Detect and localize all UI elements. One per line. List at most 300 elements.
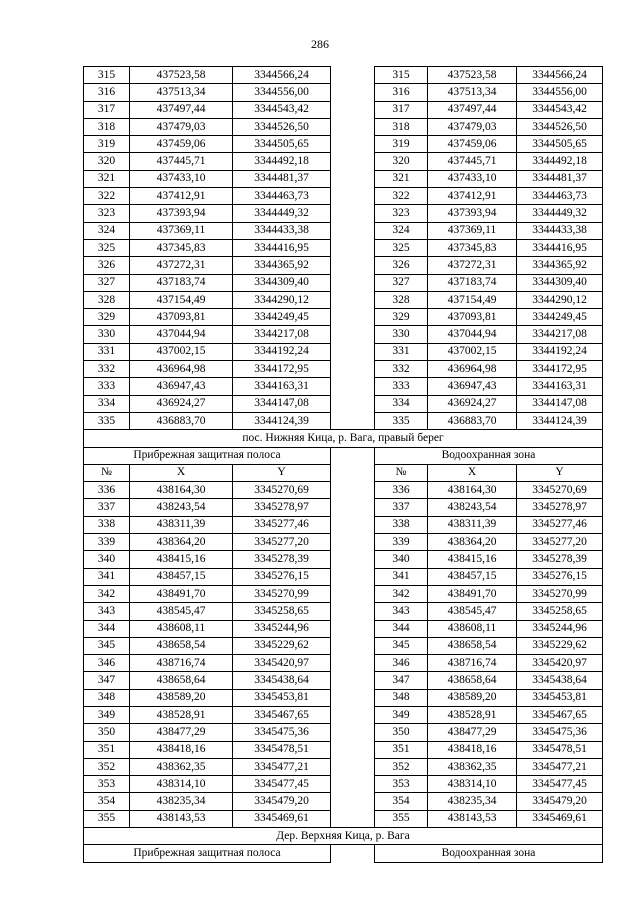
table-gap (331, 412, 375, 429)
x-coordinate-cell: 437093,81 (428, 309, 517, 326)
point-number-cell: 338 (84, 516, 130, 533)
point-number-cell: 315 (375, 67, 428, 84)
table-row (84, 689, 603, 706)
y-coordinate-cell: 3344556,00 (517, 84, 603, 101)
y-coordinate-cell: 3344124,39 (517, 412, 603, 429)
x-coordinate-cell: 437433,10 (130, 170, 233, 187)
x-coordinate-cell: 438589,20 (130, 689, 233, 706)
y-coordinate-cell: 3344192,24 (517, 343, 603, 360)
x-coordinate-cell: 437433,10 (428, 170, 517, 187)
y-coordinate-cell: 3344163,31 (233, 378, 331, 395)
table-row (84, 118, 603, 135)
table-row (84, 672, 603, 689)
table-row (84, 741, 603, 758)
table-row (84, 793, 603, 810)
point-number-cell: 350 (84, 724, 130, 741)
table-row (84, 222, 603, 239)
y-coordinate-cell: 3345438,64 (517, 672, 603, 689)
x-coordinate-cell: 438418,16 (130, 741, 233, 758)
x-coordinate-cell: 438658,64 (428, 672, 517, 689)
y-coordinate-cell: 3345478,51 (517, 741, 603, 758)
x-coordinate-cell: 436947,43 (428, 378, 517, 395)
point-number-cell: 351 (84, 741, 130, 758)
x-coordinate-cell: 438235,34 (428, 793, 517, 810)
table-gap (331, 257, 375, 274)
table-row (84, 620, 603, 637)
settlement-row (84, 430, 603, 447)
y-coordinate-cell: 3345467,65 (517, 706, 603, 723)
x-coordinate-cell: 438589,20 (428, 689, 517, 706)
table-gap (331, 118, 375, 135)
point-number-cell: 355 (84, 810, 130, 827)
table-row (84, 516, 603, 533)
y-coordinate-cell: 3344290,12 (233, 291, 331, 308)
point-number-cell: 328 (375, 291, 428, 308)
table-gap (331, 672, 375, 689)
y-coordinate-cell: 3345469,61 (517, 810, 603, 827)
table-row (84, 153, 603, 170)
point-number-cell: 348 (375, 689, 428, 706)
y-coordinate-cell: 3344416,95 (233, 239, 331, 256)
point-number-cell: 322 (84, 188, 130, 205)
table-gap (331, 706, 375, 723)
table-gap (331, 776, 375, 793)
y-coordinate-cell: 3344172,95 (517, 361, 603, 378)
x-coordinate-cell: 437369,11 (428, 222, 517, 239)
column-header-y: Y (233, 464, 331, 481)
table-gap (331, 568, 375, 585)
x-coordinate-cell: 437002,15 (130, 343, 233, 360)
y-coordinate-cell: 3344543,42 (517, 101, 603, 118)
table-gap (331, 585, 375, 602)
x-coordinate-cell: 437154,49 (428, 291, 517, 308)
table-gap (331, 153, 375, 170)
x-coordinate-cell: 437183,74 (428, 274, 517, 291)
point-number-cell: 326 (84, 257, 130, 274)
table-row (84, 291, 603, 308)
table-gap (331, 343, 375, 360)
point-number-cell: 352 (375, 758, 428, 775)
settlement-title: пос. Нижняя Кица, р. Вага, правый берег (84, 430, 603, 447)
point-number-cell: 332 (375, 361, 428, 378)
point-number-cell: 355 (375, 810, 428, 827)
y-coordinate-cell: 3345479,20 (233, 793, 331, 810)
y-coordinate-cell: 3345477,45 (233, 776, 331, 793)
point-number-cell: 333 (84, 378, 130, 395)
y-coordinate-cell: 3345277,20 (517, 534, 603, 551)
coordinates-table (83, 66, 603, 863)
x-coordinate-cell: 437412,91 (428, 188, 517, 205)
point-number-cell: 330 (84, 326, 130, 343)
x-coordinate-cell: 438243,54 (428, 499, 517, 516)
point-number-cell: 337 (375, 499, 428, 516)
x-coordinate-cell: 437393,94 (130, 205, 233, 222)
x-coordinate-cell: 438243,54 (130, 499, 233, 516)
table-gap (331, 758, 375, 775)
coastal-strip-title: Прибрежная защитная полоса (84, 845, 331, 862)
point-number-cell: 319 (84, 136, 130, 153)
x-coordinate-cell: 437345,83 (428, 239, 517, 256)
x-coordinate-cell: 438364,20 (428, 534, 517, 551)
x-coordinate-cell: 436964,98 (428, 361, 517, 378)
point-number-cell: 318 (84, 118, 130, 135)
y-coordinate-cell: 3345276,15 (233, 568, 331, 585)
y-coordinate-cell: 3345258,65 (233, 603, 331, 620)
y-coordinate-cell: 3344433,38 (517, 222, 603, 239)
x-coordinate-cell: 436883,70 (130, 412, 233, 429)
settlement-row (84, 828, 603, 845)
table-row (84, 378, 603, 395)
table-gap (331, 447, 375, 464)
table-gap (331, 516, 375, 533)
point-number-cell: 320 (375, 153, 428, 170)
y-coordinate-cell: 3345479,20 (517, 793, 603, 810)
y-coordinate-cell: 3344481,37 (233, 170, 331, 187)
y-coordinate-cell: 3345278,39 (233, 551, 331, 568)
y-coordinate-cell: 3345278,39 (517, 551, 603, 568)
x-coordinate-cell: 437154,49 (130, 291, 233, 308)
point-number-cell: 332 (84, 361, 130, 378)
table-gap (331, 655, 375, 672)
table-gap (331, 309, 375, 326)
table-row (84, 309, 603, 326)
table-row (84, 499, 603, 516)
x-coordinate-cell: 438457,15 (130, 568, 233, 585)
y-coordinate-cell: 3344365,92 (233, 257, 331, 274)
table-gap (331, 170, 375, 187)
y-coordinate-cell: 3345277,46 (233, 516, 331, 533)
point-number-cell: 331 (84, 343, 130, 360)
y-coordinate-cell: 3344556,00 (233, 84, 331, 101)
y-coordinate-cell: 3345276,15 (517, 568, 603, 585)
y-coordinate-cell: 3344309,40 (517, 274, 603, 291)
point-number-cell: 349 (375, 706, 428, 723)
y-coordinate-cell: 3344124,39 (233, 412, 331, 429)
x-coordinate-cell: 438477,29 (130, 724, 233, 741)
x-coordinate-cell: 438164,30 (130, 482, 233, 499)
point-number-cell: 339 (84, 534, 130, 551)
column-header-number: № (84, 464, 130, 481)
y-coordinate-cell: 3345420,97 (517, 655, 603, 672)
table-gap (331, 239, 375, 256)
point-number-cell: 353 (84, 776, 130, 793)
table-row (84, 724, 603, 741)
point-number-cell: 349 (84, 706, 130, 723)
y-coordinate-cell: 3344163,31 (517, 378, 603, 395)
table-row (84, 205, 603, 222)
zone-title-row (84, 447, 603, 464)
table-row (84, 776, 603, 793)
x-coordinate-cell: 437497,44 (130, 101, 233, 118)
table-row (84, 326, 603, 343)
x-coordinate-cell: 436964,98 (130, 361, 233, 378)
x-coordinate-cell: 438314,10 (428, 776, 517, 793)
y-coordinate-cell: 3344481,37 (517, 170, 603, 187)
table-row (84, 706, 603, 723)
table-gap (331, 845, 375, 862)
table-gap (331, 222, 375, 239)
column-header-row (84, 464, 603, 481)
point-number-cell: 353 (375, 776, 428, 793)
table-row (84, 274, 603, 291)
point-number-cell: 342 (84, 585, 130, 602)
table-gap (331, 378, 375, 395)
point-number-cell: 336 (375, 482, 428, 499)
point-number-cell: 318 (375, 118, 428, 135)
y-coordinate-cell: 3345270,99 (517, 585, 603, 602)
x-coordinate-cell: 437393,94 (428, 205, 517, 222)
settlement-title: Дер. Верхняя Кица, р. Вага (84, 828, 603, 845)
table-row (84, 568, 603, 585)
table-gap (331, 810, 375, 827)
x-coordinate-cell: 438362,35 (428, 758, 517, 775)
point-number-cell: 335 (84, 412, 130, 429)
point-number-cell: 347 (84, 672, 130, 689)
point-number-cell: 350 (375, 724, 428, 741)
point-number-cell: 346 (84, 655, 130, 672)
table-row (84, 395, 603, 412)
y-coordinate-cell: 3345278,97 (517, 499, 603, 516)
point-number-cell: 334 (84, 395, 130, 412)
y-coordinate-cell: 3344365,92 (517, 257, 603, 274)
x-coordinate-cell: 438143,53 (130, 810, 233, 827)
x-coordinate-cell: 437044,94 (428, 326, 517, 343)
y-coordinate-cell: 3344505,65 (233, 136, 331, 153)
table-row (84, 343, 603, 360)
x-coordinate-cell: 438658,64 (130, 672, 233, 689)
table-row (84, 188, 603, 205)
x-coordinate-cell: 437183,74 (130, 274, 233, 291)
y-coordinate-cell: 3345244,96 (517, 620, 603, 637)
table-gap (331, 84, 375, 101)
point-number-cell: 344 (375, 620, 428, 637)
table-gap (331, 741, 375, 758)
table-row (84, 136, 603, 153)
y-coordinate-cell: 3344147,08 (517, 395, 603, 412)
point-number-cell: 322 (375, 188, 428, 205)
point-number-cell: 340 (84, 551, 130, 568)
point-number-cell: 340 (375, 551, 428, 568)
table-row (84, 361, 603, 378)
column-header-x: X (130, 464, 233, 481)
y-coordinate-cell: 3345270,69 (517, 482, 603, 499)
x-coordinate-cell: 437369,11 (130, 222, 233, 239)
point-number-cell: 321 (375, 170, 428, 187)
x-coordinate-cell: 438415,16 (130, 551, 233, 568)
point-number-cell: 341 (375, 568, 428, 585)
table-gap (331, 361, 375, 378)
point-number-cell: 354 (84, 793, 130, 810)
x-coordinate-cell: 438716,74 (130, 655, 233, 672)
x-coordinate-cell: 438491,70 (428, 585, 517, 602)
page-number: 286 (311, 37, 329, 51)
table-gap (331, 603, 375, 620)
point-number-cell: 324 (84, 222, 130, 239)
y-coordinate-cell: 3345270,99 (233, 585, 331, 602)
y-coordinate-cell: 3344249,45 (517, 309, 603, 326)
point-number-cell: 334 (375, 395, 428, 412)
y-coordinate-cell: 3344463,73 (233, 188, 331, 205)
point-number-cell: 336 (84, 482, 130, 499)
table-gap (331, 205, 375, 222)
x-coordinate-cell: 438235,34 (130, 793, 233, 810)
y-coordinate-cell: 3344147,08 (233, 395, 331, 412)
y-coordinate-cell: 3345258,65 (517, 603, 603, 620)
table-row (84, 637, 603, 654)
point-number-cell: 317 (84, 101, 130, 118)
x-coordinate-cell: 438415,16 (428, 551, 517, 568)
y-coordinate-cell: 3345477,45 (517, 776, 603, 793)
y-coordinate-cell: 3345229,62 (233, 637, 331, 654)
point-number-cell: 329 (84, 309, 130, 326)
y-coordinate-cell: 3344416,95 (517, 239, 603, 256)
x-coordinate-cell: 438658,54 (428, 637, 517, 654)
y-coordinate-cell: 3345229,62 (517, 637, 603, 654)
table-gap (331, 395, 375, 412)
point-number-cell: 339 (375, 534, 428, 551)
x-coordinate-cell: 438457,15 (428, 568, 517, 585)
point-number-cell: 345 (375, 637, 428, 654)
x-coordinate-cell: 438164,30 (428, 482, 517, 499)
y-coordinate-cell: 3345453,81 (517, 689, 603, 706)
point-number-cell: 325 (375, 239, 428, 256)
point-number-cell: 343 (375, 603, 428, 620)
table-gap (331, 136, 375, 153)
x-coordinate-cell: 437523,58 (428, 67, 517, 84)
table-row (84, 758, 603, 775)
point-number-cell: 328 (84, 291, 130, 308)
table-row (84, 101, 603, 118)
y-coordinate-cell: 3345278,97 (233, 499, 331, 516)
x-coordinate-cell: 437523,58 (130, 67, 233, 84)
y-coordinate-cell: 3344566,24 (517, 67, 603, 84)
y-coordinate-cell: 3345438,64 (233, 672, 331, 689)
point-number-cell: 326 (375, 257, 428, 274)
table-row (84, 551, 603, 568)
zone-title-row (84, 845, 603, 862)
x-coordinate-cell: 437445,71 (130, 153, 233, 170)
point-number-cell: 341 (84, 568, 130, 585)
point-number-cell: 315 (84, 67, 130, 84)
point-number-cell: 351 (375, 741, 428, 758)
x-coordinate-cell: 437445,71 (428, 153, 517, 170)
x-coordinate-cell: 437513,34 (428, 84, 517, 101)
point-number-cell: 347 (375, 672, 428, 689)
x-coordinate-cell: 437272,31 (130, 257, 233, 274)
point-number-cell: 354 (375, 793, 428, 810)
table-row (84, 482, 603, 499)
x-coordinate-cell: 438143,53 (428, 810, 517, 827)
point-number-cell: 320 (84, 153, 130, 170)
y-coordinate-cell: 3344492,18 (233, 153, 331, 170)
x-coordinate-cell: 437459,06 (130, 136, 233, 153)
x-coordinate-cell: 437513,34 (130, 84, 233, 101)
table-gap (331, 689, 375, 706)
x-coordinate-cell: 438658,54 (130, 637, 233, 654)
x-coordinate-cell: 437479,03 (428, 118, 517, 135)
table-gap (331, 188, 375, 205)
x-coordinate-cell: 438491,70 (130, 585, 233, 602)
table-row (84, 534, 603, 551)
y-coordinate-cell: 3344290,12 (517, 291, 603, 308)
point-number-cell: 319 (375, 136, 428, 153)
x-coordinate-cell: 438477,29 (428, 724, 517, 741)
point-number-cell: 337 (84, 499, 130, 516)
x-coordinate-cell: 436947,43 (130, 378, 233, 395)
coastal-strip-title: Прибрежная защитная полоса (84, 447, 331, 464)
x-coordinate-cell: 438528,91 (428, 706, 517, 723)
y-coordinate-cell: 3344505,65 (517, 136, 603, 153)
column-header-number: № (375, 464, 428, 481)
table-row (84, 603, 603, 620)
x-coordinate-cell: 438716,74 (428, 655, 517, 672)
y-coordinate-cell: 3344217,08 (517, 326, 603, 343)
x-coordinate-cell: 438311,39 (130, 516, 233, 533)
point-number-cell: 317 (375, 101, 428, 118)
x-coordinate-cell: 438545,47 (428, 603, 517, 620)
x-coordinate-cell: 437044,94 (130, 326, 233, 343)
y-coordinate-cell: 3345467,65 (233, 706, 331, 723)
point-number-cell: 338 (375, 516, 428, 533)
table-gap (331, 724, 375, 741)
table-row (84, 810, 603, 827)
x-coordinate-cell: 437459,06 (428, 136, 517, 153)
point-number-cell: 348 (84, 689, 130, 706)
x-coordinate-cell: 437272,31 (428, 257, 517, 274)
y-coordinate-cell: 3344526,50 (233, 118, 331, 135)
table-gap (331, 637, 375, 654)
point-number-cell: 342 (375, 585, 428, 602)
x-coordinate-cell: 438608,11 (428, 620, 517, 637)
y-coordinate-cell: 3344492,18 (517, 153, 603, 170)
table-gap (331, 67, 375, 84)
x-coordinate-cell: 437479,03 (130, 118, 233, 135)
x-coordinate-cell: 436883,70 (428, 412, 517, 429)
table-gap (331, 534, 375, 551)
table-gap (331, 620, 375, 637)
table-row (84, 239, 603, 256)
x-coordinate-cell: 437002,15 (428, 343, 517, 360)
table-row (84, 84, 603, 101)
table-gap (331, 499, 375, 516)
y-coordinate-cell: 3345244,96 (233, 620, 331, 637)
column-header-x: X (428, 464, 517, 481)
x-coordinate-cell: 438311,39 (428, 516, 517, 533)
x-coordinate-cell: 438364,20 (130, 534, 233, 551)
x-coordinate-cell: 436924,27 (130, 395, 233, 412)
point-number-cell: 344 (84, 620, 130, 637)
table-gap (331, 464, 375, 481)
x-coordinate-cell: 437345,83 (130, 239, 233, 256)
x-coordinate-cell: 438545,47 (130, 603, 233, 620)
y-coordinate-cell: 3345477,21 (517, 758, 603, 775)
table-gap (331, 551, 375, 568)
point-number-cell: 321 (84, 170, 130, 187)
table-row (84, 585, 603, 602)
x-coordinate-cell: 437093,81 (130, 309, 233, 326)
water-protection-zone-title: Водоохранная зона (375, 447, 603, 464)
table-gap (331, 291, 375, 308)
table-row (84, 170, 603, 187)
point-number-cell: 323 (84, 205, 130, 222)
water-protection-zone-title: Водоохранная зона (375, 845, 603, 862)
point-number-cell: 346 (375, 655, 428, 672)
y-coordinate-cell: 3344526,50 (517, 118, 603, 135)
point-number-cell: 325 (84, 239, 130, 256)
point-number-cell: 327 (375, 274, 428, 291)
y-coordinate-cell: 3344566,24 (233, 67, 331, 84)
point-number-cell: 333 (375, 378, 428, 395)
